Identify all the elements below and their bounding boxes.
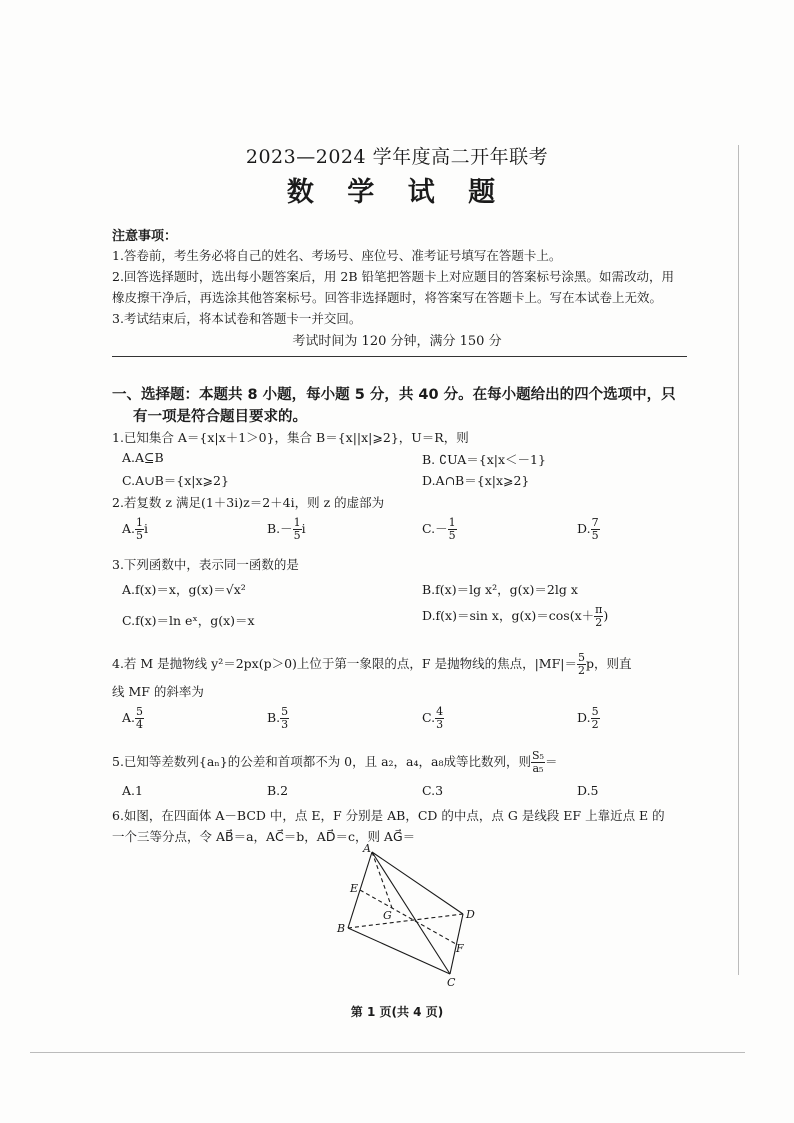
notice-heading: 注意事项： — [112, 229, 178, 244]
numerator: 5 — [591, 705, 599, 718]
question-2-option-c — [422, 517, 457, 542]
question-5-option-b: B.2 — [267, 783, 289, 798]
option-label: D. — [577, 521, 591, 536]
question-3-option-a: A.f(x)＝x，g(x)＝√x² — [122, 582, 246, 597]
label-b: B — [337, 922, 346, 935]
numerator: π — [595, 603, 603, 616]
question-6-stem: 6.如图，在四面体 A－BCD 中，点 E，F 分别是 AB，CD 的中点，点 G 是线段 EF 上靠近点 E 的 — [112, 808, 665, 823]
fraction — [577, 652, 586, 677]
question-2-option-d — [577, 517, 600, 542]
divider — [112, 356, 687, 357]
denominator: 5 — [136, 529, 144, 542]
denominator: 4 — [136, 718, 144, 731]
label-e: E — [350, 882, 359, 895]
notice-line-2: 2.回答选择题时，选出每小题答案后，用 2B 铅笔把答题卡上对应题目的答案标号涂黑。如需改动，用 — [112, 269, 675, 284]
question-4-option-a — [122, 706, 144, 731]
scan-edge-bottom — [30, 1052, 745, 1053]
option-label: C. — [422, 710, 436, 725]
numerator: 5 — [136, 705, 144, 718]
option-label: C.－ — [422, 521, 448, 536]
denominator: 2 — [595, 616, 603, 629]
label-c: C — [447, 976, 456, 989]
question-1-option-b: B. ∁UA＝{x|x＜－1} — [422, 452, 546, 467]
section-heading-1: 一、选择题：本题共 8 小题，每小题 5 分，共 40 分。在每小题给出的四个选项中，只 — [112, 387, 676, 403]
numerator: 7 — [591, 516, 599, 529]
option-suffix: i — [144, 521, 149, 536]
fraction — [135, 517, 144, 542]
denominator: 2 — [577, 664, 585, 677]
option-suffix: ) — [603, 608, 609, 623]
question-4-stem — [112, 652, 632, 677]
notice-line-4: 3.考试结束后，将本试卷和答题卡一并交回。 — [112, 311, 362, 326]
question-3-option-c: C.f(x)＝ln eˣ，g(x)＝x — [122, 613, 255, 628]
page-footer: 第 1 页(共 4 页) — [350, 1005, 444, 1019]
question-4-option-d — [577, 706, 600, 731]
notice-line-3: 橡皮擦干净后，再选涂其他答案标号。回答非选择题时，将答案写在答题卡上。写在本试卷上无效。 — [112, 290, 663, 305]
question-5-stem — [112, 750, 557, 775]
option-label: A. — [122, 710, 136, 725]
stem-text: 5.已知等差数列{aₙ}的公差和首项都不为 0，且 a₂，a₄，a₈成等比数列，则 — [112, 754, 531, 769]
option-label: A. — [122, 521, 136, 536]
question-4-option-b — [267, 706, 289, 731]
label-a: A — [363, 842, 371, 855]
fraction — [591, 706, 600, 731]
option-suffix: i — [301, 521, 306, 536]
option-label: B.－ — [267, 521, 293, 536]
question-2-stem: 2.若复数 z 满足(1＋3i)z＝2＋4i，则 z 的虚部为 — [112, 495, 385, 510]
question-4-option-c — [422, 706, 444, 731]
question-5-option-d: D.5 — [577, 783, 599, 798]
denominator: 2 — [591, 718, 599, 731]
fraction — [594, 604, 603, 629]
exam-header-year: 2023—2024 学年度高二开年联考 — [245, 146, 549, 168]
denominator: 5 — [591, 529, 599, 542]
question-4-stem-line-2: 线 MF 的斜率为 — [112, 684, 204, 699]
question-5-option-c: C.3 — [422, 783, 444, 798]
numerator: 1 — [293, 516, 301, 529]
section-heading-2: 有一项是符合题目要求的。 — [133, 409, 307, 425]
notice-line-1: 1.答卷前，考生务必将自己的姓名、考场号、座位号、准考证号填写在答题卡上。 — [112, 248, 562, 263]
numerator: 5 — [577, 651, 585, 664]
question-6-stem-line-2: 一个三等分点，令 AB⃗＝a，AC⃗＝b，AD⃗＝c，则 AG⃗＝ — [112, 829, 416, 844]
scan-edge-right — [738, 145, 739, 975]
fraction — [293, 517, 302, 542]
denominator: a₅ — [532, 762, 544, 775]
denominator: 5 — [448, 529, 456, 542]
question-1-option-d: D.A∩B＝{x|x⩾2} — [422, 473, 530, 488]
question-1-option-a: A.A⊆B — [122, 450, 164, 465]
numerator: 1 — [136, 516, 144, 529]
numerator: 1 — [448, 516, 456, 529]
question-3-option-d — [422, 604, 608, 629]
stem-text: p，则直 — [585, 656, 632, 671]
denominator: 3 — [436, 718, 444, 731]
fraction — [280, 706, 289, 731]
fraction — [591, 517, 600, 542]
option-label: D.f(x)＝sin x，g(x)＝cos(x＋ — [422, 608, 595, 623]
question-3-option-b: B.f(x)＝lg x²，g(x)＝2lg x — [422, 582, 578, 597]
label-f: F — [456, 942, 464, 955]
denominator: 3 — [281, 718, 289, 731]
stem-text: 4.若 M 是抛物线 y²＝2px(p＞0)上位于第一象限的点，F 是抛物线的焦点，|MF|＝ — [112, 656, 577, 671]
question-1-option-c: C.A∪B＝{x|x⩾2} — [122, 473, 229, 488]
label-d: D — [466, 908, 475, 921]
label-g: G — [383, 909, 392, 922]
fraction — [531, 750, 545, 775]
segment-ag — [372, 852, 392, 908]
option-label: B. — [267, 710, 281, 725]
fraction — [448, 517, 457, 542]
exam-time: 考试时间为 120 分钟，满分 150 分 — [292, 334, 502, 349]
numerator: S₅ — [531, 749, 544, 762]
denominator: 5 — [293, 529, 301, 542]
option-label: D. — [577, 710, 591, 725]
fraction — [135, 706, 144, 731]
tetrahedron-figure — [330, 840, 480, 990]
numerator: 4 — [436, 705, 444, 718]
numerator: 5 — [281, 705, 289, 718]
fraction — [435, 706, 444, 731]
stem-text: ＝ — [544, 754, 558, 769]
question-3-stem: 3.下列函数中，表示同一函数的是 — [112, 557, 299, 572]
question-2-option-a — [122, 517, 148, 542]
question-2-option-b — [267, 517, 306, 542]
question-5-option-a: A.1 — [122, 783, 143, 798]
question-1-stem: 1.已知集合 A＝{x|x＋1＞0}，集合 B＝{x||x|⩾2}，U＝R，则 — [112, 430, 469, 445]
exam-title: 数 学 试 题 — [286, 177, 508, 208]
